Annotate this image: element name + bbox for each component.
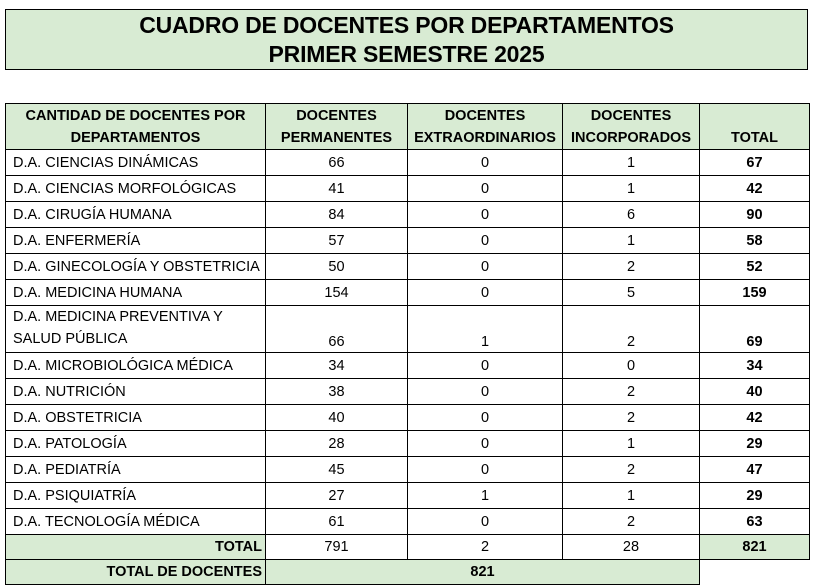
table-row <box>6 306 810 353</box>
permanentes-value: 66 <box>266 150 408 176</box>
grand-total-row <box>6 560 810 585</box>
permanentes-value: 61 <box>266 509 408 535</box>
totals-label: TOTAL <box>6 535 266 560</box>
department-name: D.A. MICROBIOLÓGICA MÉDICA <box>6 353 266 379</box>
grand-total-blank <box>700 560 810 585</box>
department-name: D.A. CIENCIAS DINÁMICAS <box>6 150 266 176</box>
extraordinarios-value: 0 <box>408 509 563 535</box>
total-value: 90 <box>700 202 810 228</box>
grand-total-value: 821 <box>266 560 700 585</box>
department-name: D.A. NUTRICIÓN <box>6 379 266 405</box>
incorporados-value: 0 <box>563 353 700 379</box>
permanentes-value: 38 <box>266 379 408 405</box>
title-banner <box>5 9 808 70</box>
extraordinarios-value: 0 <box>408 150 563 176</box>
total-value: 42 <box>700 405 810 431</box>
permanentes-value: 34 <box>266 353 408 379</box>
incorporados-value: 2 <box>563 509 700 535</box>
permanentes-value: 27 <box>266 483 408 509</box>
total-value: 42 <box>700 176 810 202</box>
table-row <box>6 150 810 176</box>
header-permanentes: DOCENTES PERMANENTES <box>266 104 408 150</box>
table-row <box>6 483 810 509</box>
department-name: D.A. ENFERMERÍA <box>6 228 266 254</box>
extraordinarios-value: 0 <box>408 431 563 457</box>
total-value: 47 <box>700 457 810 483</box>
total-value: 159 <box>700 280 810 306</box>
permanentes-value: 41 <box>266 176 408 202</box>
table-row <box>6 379 810 405</box>
incorporados-value: 2 <box>563 457 700 483</box>
incorporados-value: 2 <box>563 306 700 353</box>
header-extraordinarios: DOCENTES EXTRAORDINARIOS <box>408 104 563 150</box>
table-row <box>6 280 810 306</box>
header-department: CANTIDAD DE DOCENTES POR DEPARTAMENTOS <box>6 104 266 150</box>
permanentes-value: 154 <box>266 280 408 306</box>
permanentes-value: 40 <box>266 405 408 431</box>
extraordinarios-value: 0 <box>408 176 563 202</box>
total-value: 40 <box>700 379 810 405</box>
total-value: 58 <box>700 228 810 254</box>
totals-permanentes: 791 <box>266 535 408 560</box>
permanentes-value: 50 <box>266 254 408 280</box>
table-row <box>6 176 810 202</box>
table-row <box>6 509 810 535</box>
incorporados-value: 2 <box>563 405 700 431</box>
incorporados-value: 6 <box>563 202 700 228</box>
table-row <box>6 431 810 457</box>
grand-total-label: TOTAL DE DOCENTES <box>6 560 266 585</box>
extraordinarios-value: 0 <box>408 280 563 306</box>
incorporados-value: 1 <box>563 431 700 457</box>
department-name: D.A. MEDICINA PREVENTIVA Y SALUD PÚBLICA <box>6 306 266 353</box>
department-name: D.A. PSIQUIATRÍA <box>6 483 266 509</box>
department-name: D.A. CIENCIAS MORFOLÓGICAS <box>6 176 266 202</box>
extraordinarios-value: 0 <box>408 254 563 280</box>
table-row <box>6 202 810 228</box>
header-incorporados: DOCENTES INCORPORADOS <box>563 104 700 150</box>
table-row <box>6 228 810 254</box>
department-name: D.A. OBSTETRICIA <box>6 405 266 431</box>
docentes-table <box>5 103 810 585</box>
total-value: 29 <box>700 431 810 457</box>
incorporados-value: 1 <box>563 228 700 254</box>
total-value: 29 <box>700 483 810 509</box>
extraordinarios-value: 0 <box>408 457 563 483</box>
incorporados-value: 5 <box>563 280 700 306</box>
extraordinarios-value: 0 <box>408 228 563 254</box>
total-value: 69 <box>700 306 810 353</box>
extraordinarios-value: 0 <box>408 353 563 379</box>
table-row <box>6 353 810 379</box>
totals-incorporados: 28 <box>563 535 700 560</box>
department-name: D.A. CIRUGÍA HUMANA <box>6 202 266 228</box>
total-value: 52 <box>700 254 810 280</box>
incorporados-value: 2 <box>563 379 700 405</box>
title-line-1: CUADRO DE DOCENTES POR DEPARTAMENTOS <box>139 11 674 38</box>
table-row <box>6 457 810 483</box>
department-name: D.A. PEDIATRÍA <box>6 457 266 483</box>
permanentes-value: 57 <box>266 228 408 254</box>
extraordinarios-value: 0 <box>408 379 563 405</box>
incorporados-value: 1 <box>563 483 700 509</box>
department-name: D.A. PATOLOGÍA <box>6 431 266 457</box>
permanentes-value: 28 <box>266 431 408 457</box>
table-row <box>6 405 810 431</box>
totals-extraordinarios: 2 <box>408 535 563 560</box>
permanentes-value: 45 <box>266 457 408 483</box>
department-name: D.A. TECNOLOGÍA MÉDICA <box>6 509 266 535</box>
extraordinarios-value: 0 <box>408 202 563 228</box>
totals-row <box>6 535 810 560</box>
incorporados-value: 1 <box>563 150 700 176</box>
extraordinarios-value: 1 <box>408 483 563 509</box>
total-value: 63 <box>700 509 810 535</box>
total-value: 67 <box>700 150 810 176</box>
permanentes-value: 84 <box>266 202 408 228</box>
table-row <box>6 254 810 280</box>
department-name: D.A. MEDICINA HUMANA <box>6 280 266 306</box>
total-value: 34 <box>700 353 810 379</box>
incorporados-value: 2 <box>563 254 700 280</box>
title-line-2: PRIMER SEMESTRE 2025 <box>268 40 545 67</box>
totals-total: 821 <box>700 535 810 560</box>
permanentes-value: 66 <box>266 306 408 353</box>
extraordinarios-value: 1 <box>408 306 563 353</box>
incorporados-value: 1 <box>563 176 700 202</box>
department-name: D.A. GINECOLOGÍA Y OBSTETRICIA <box>6 254 266 280</box>
header-row <box>6 104 810 150</box>
extraordinarios-value: 0 <box>408 405 563 431</box>
header-total: TOTAL <box>700 104 810 150</box>
